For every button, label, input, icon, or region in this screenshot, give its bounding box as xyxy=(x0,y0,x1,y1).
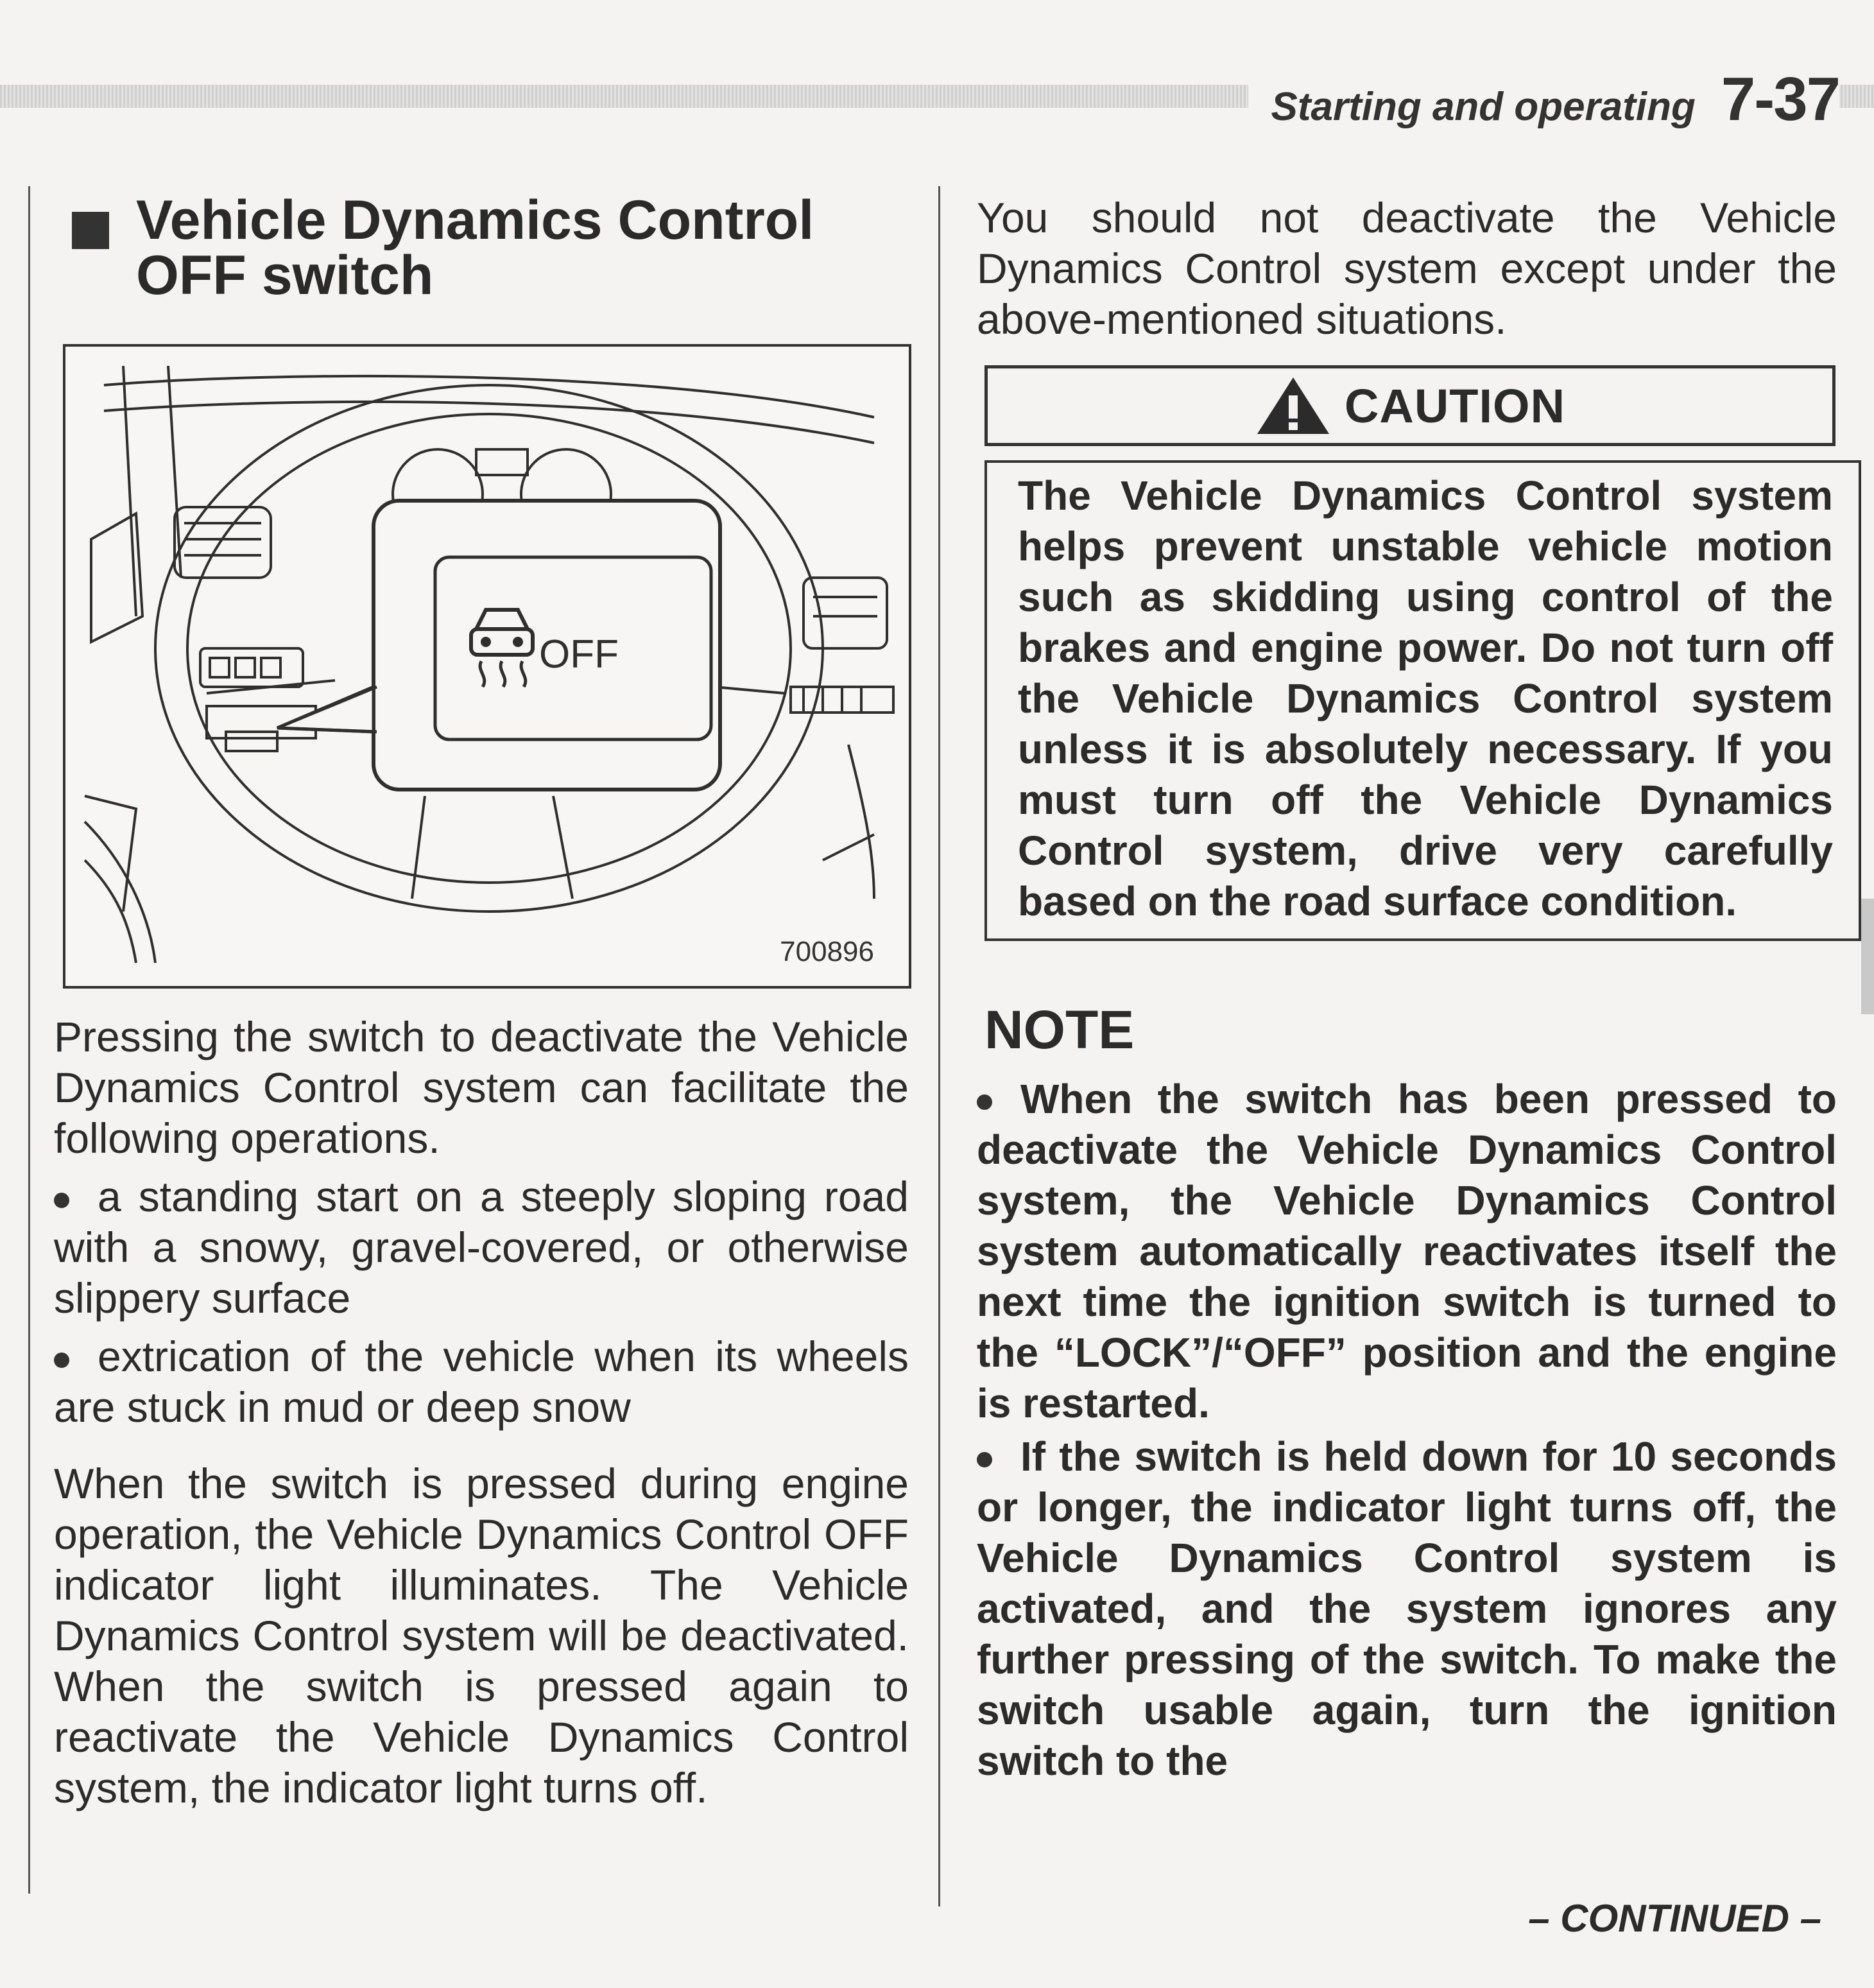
switch-off-label: OFF xyxy=(539,632,619,677)
caution-header xyxy=(984,365,1835,446)
column-divider xyxy=(938,186,940,1906)
caution-text: The Vehicle Dynamics Control system helps prevent unstable vehicle motion such as skidding using control of the brakes and engine power. Do not turn off the Vehicle Dynamics Control system unless it is absolutely necessary. If you must turn off the Vehicle Dynamics Control system, drive very carefully based on the road surface condition. xyxy=(1018,472,1833,924)
continued-label: – CONTINUED – xyxy=(1528,1897,1821,1940)
caution-label: CAUTION xyxy=(1344,379,1566,433)
figure-id: 700896 xyxy=(780,936,874,967)
bullet-icon xyxy=(977,1094,992,1110)
section-title: Vehicle Dynamics Control OFF switch xyxy=(136,189,814,306)
dashboard-drawing xyxy=(65,347,909,986)
section-label: Starting and operating xyxy=(1271,85,1696,129)
dashboard-illustration xyxy=(63,344,911,989)
page-number: 7-37 xyxy=(1721,65,1839,134)
intro-paragraph: Pressing the switch to deactivate the Vehicle Dynamics Control system can facilitate the following operations. xyxy=(54,1013,909,1162)
bullet-item xyxy=(54,1171,909,1324)
left-margin-rule xyxy=(28,186,30,1894)
right-intro-paragraph: You should not deactivate the Vehicle Dynamics Control system except under the above-mentioned situations. xyxy=(977,194,1837,343)
left-column xyxy=(54,189,909,1813)
bullet-icon xyxy=(54,1353,69,1368)
right-column xyxy=(977,193,1837,1786)
warning-triangle-icon xyxy=(1255,375,1332,436)
caution-box xyxy=(984,460,1861,941)
note-item-text: When the switch has been pressed to deactivate the Vehicle Dynamics Control system, the Vehicle Dynamics Control system automatically reactivates itself the next time the ignition switch is turned to the “LOCK”/“OFF” position and the engine is restarted. xyxy=(977,1076,1837,1426)
heading-square-icon xyxy=(72,212,109,249)
bullet-item xyxy=(54,1331,909,1433)
bullet-text: extrication of the vehicle when its wheels are stuck in mud or deep snow xyxy=(54,1333,909,1431)
bullet-icon xyxy=(54,1193,69,1208)
bullet-text: a standing start on a steeply sloping road with a snowy, gravel-covered, or otherwise slippery surface xyxy=(54,1173,909,1322)
running-header xyxy=(1248,64,1840,135)
note-item xyxy=(977,1431,1837,1786)
note-item-text: If the switch is held down for 10 seconds or longer, the indicator light turns off, the Vehicle Dynamics Control system is activated, and the system ignores any further pressing of the switch. To make the switch usable again, turn the ignition switch to the xyxy=(977,1433,1837,1784)
note-heading: NOTE xyxy=(984,999,1135,1060)
bullet-icon xyxy=(977,1452,992,1467)
operation-paragraph: When the switch is pressed during engine operation, the Vehicle Dynamics Control OFF indicator light illuminates. The Vehicle Dynamics Control system will be deactivated. When the switch is pressed again to reactivate the Vehicle Dynamics Control system, the indicator light turns off. xyxy=(54,1460,909,1811)
note-item xyxy=(977,1074,1837,1429)
edge-tab xyxy=(1861,899,1874,1014)
section-heading xyxy=(72,189,909,306)
